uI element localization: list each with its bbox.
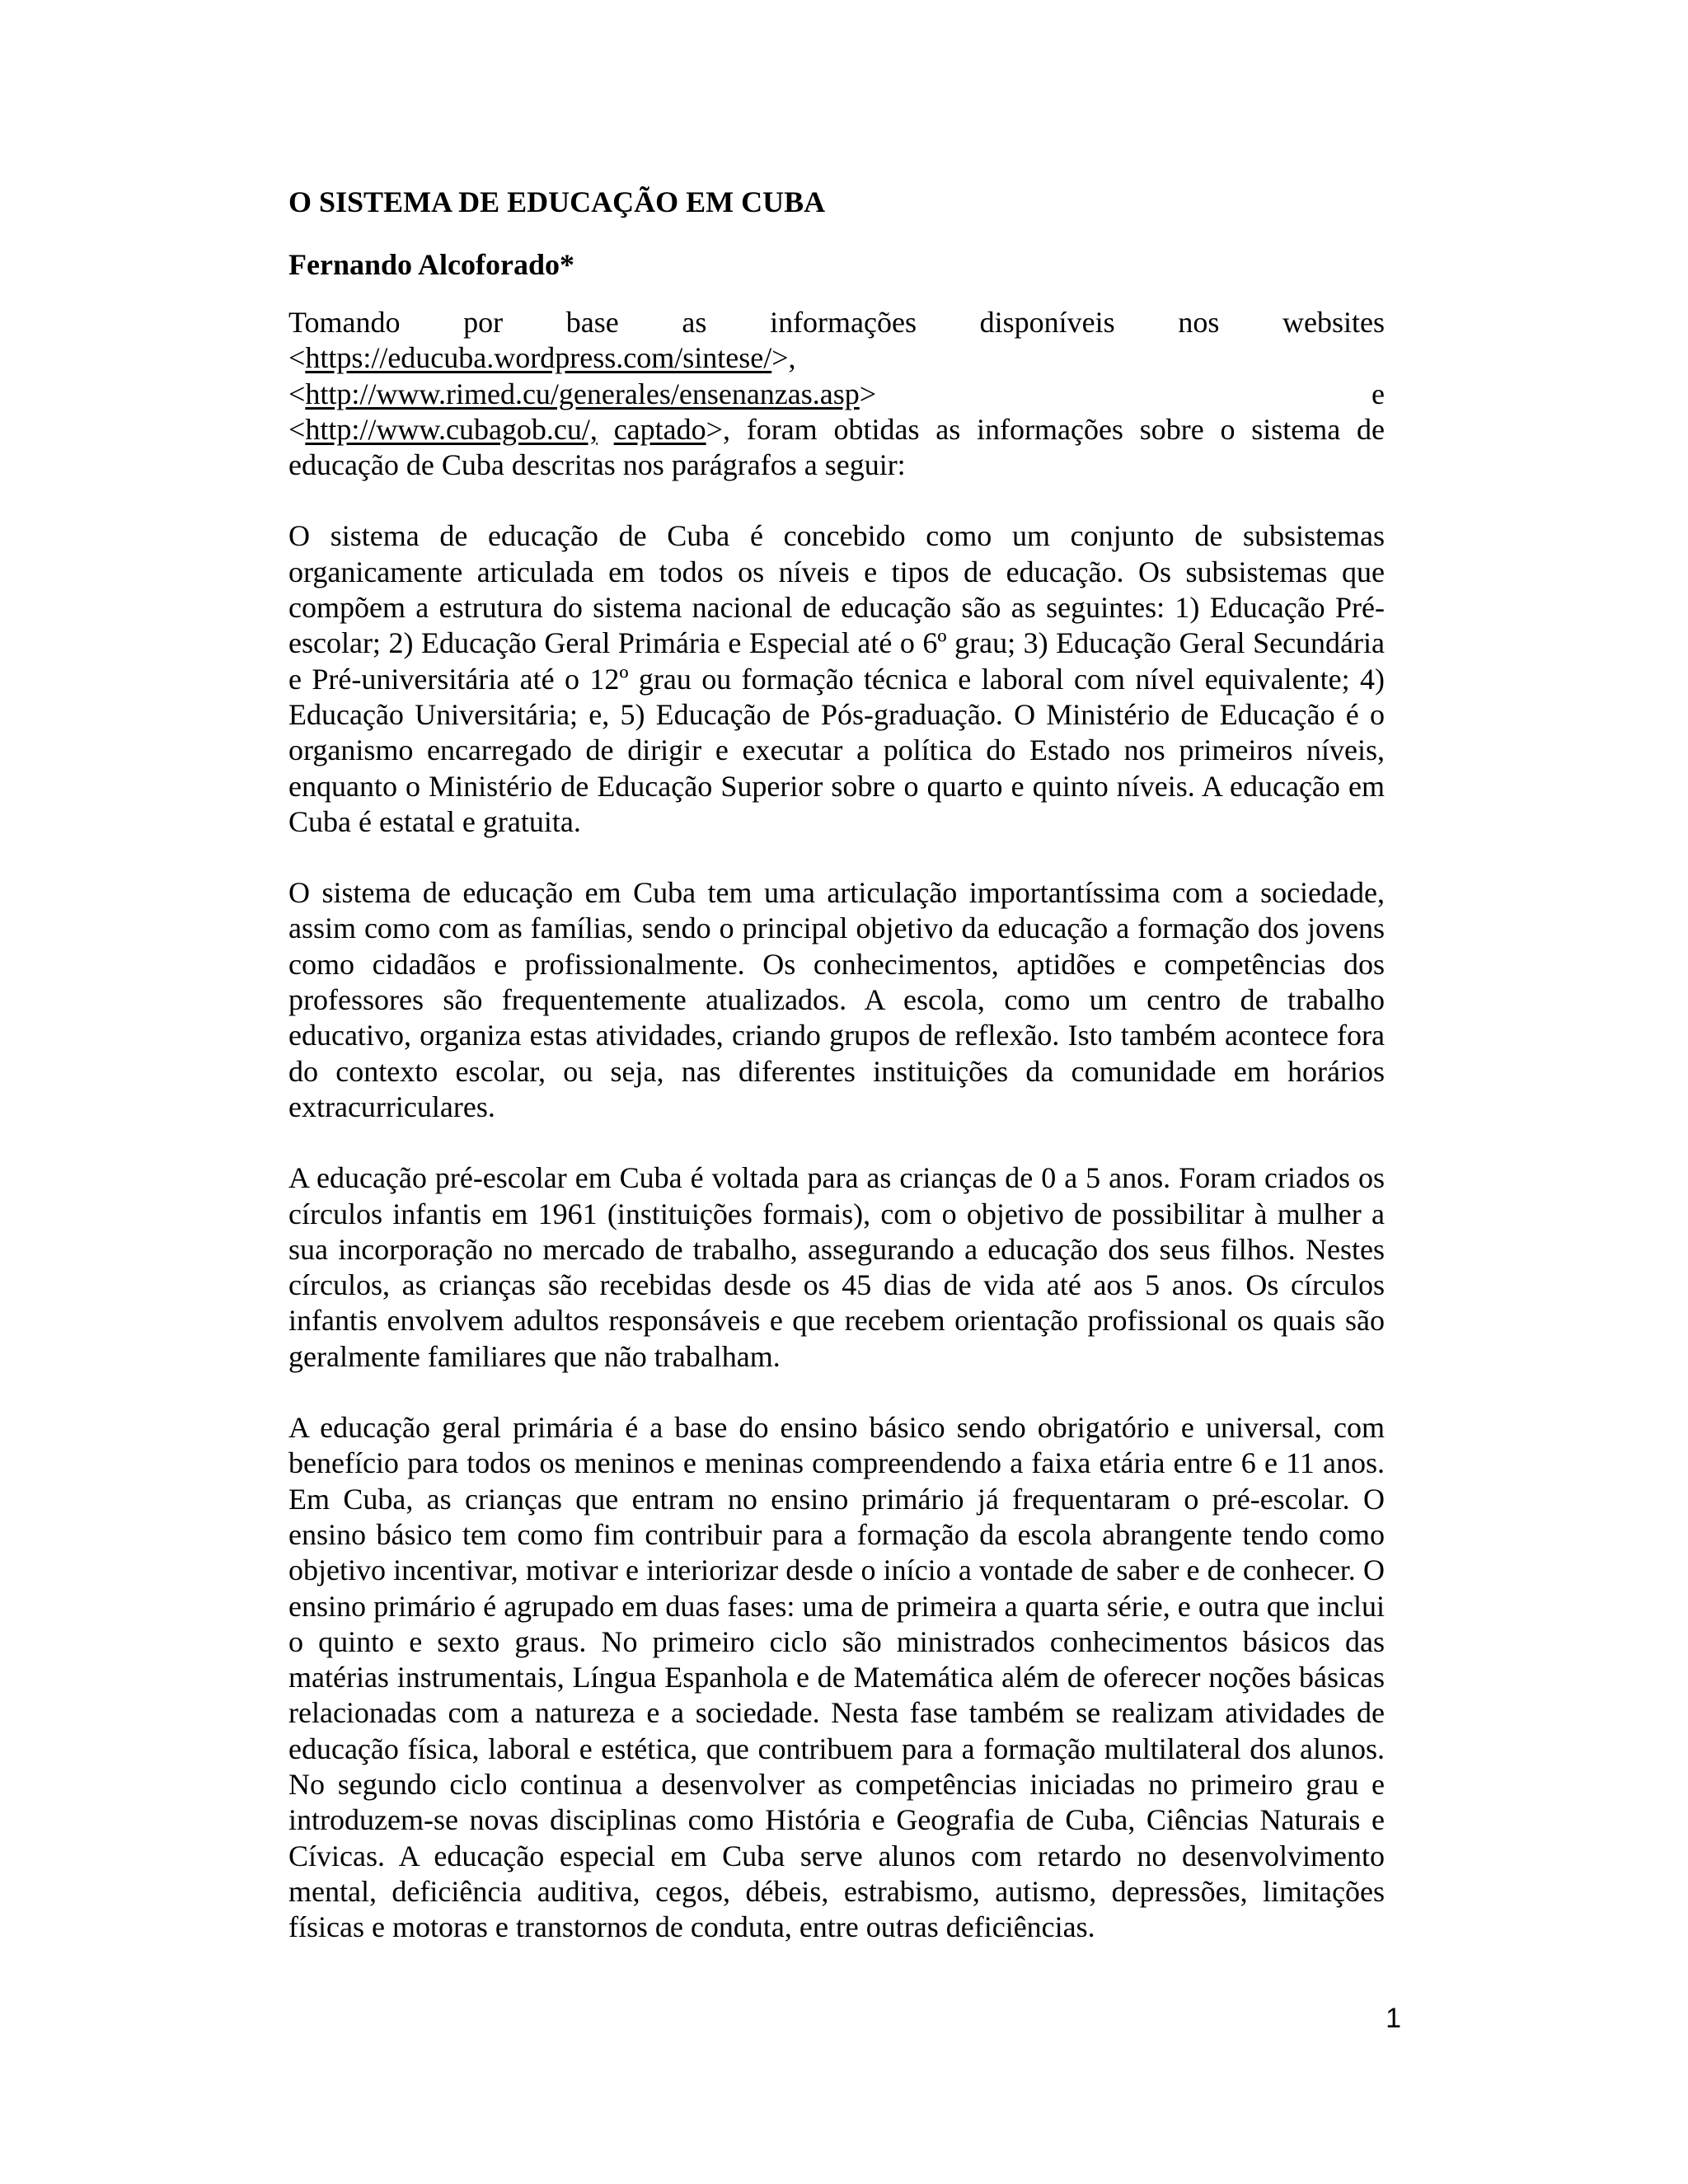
intro-line-4: <http://www.cubagob.cu/, captado>, foram obtidas as informações sobre o sistema de <box>288 412 1385 446</box>
link-captado[interactable]: captado <box>613 412 706 446</box>
paragraph-society: O sistema de educação em Cuba tem uma articulação importantíssima com a sociedade, assim como com as famílias, sendo o principal objetivo da educação a formação dos jovens como cidadãos e profissionalmente. Os conhecimentos, aptidões e competências dos professores são frequentemente atualizados. A escola, como um centro de trabalho educativo, organiza estas atividades, criando grupos de reflexão. Isto também acontece fora do contexto escolar, ou seja, nas diferentes instituições da comunidade em horários extracurriculares. <box>288 876 1385 1123</box>
link-cubagob[interactable]: http://www.cubagob.cu/, <box>305 412 598 446</box>
author-name: Fernando Alcoforado* <box>288 248 574 281</box>
intro-line-2: <https://educuba.wordpress.com/sintese/>, <box>288 341 796 375</box>
intro-line-4-rest: >, foram obtidas as informações sobre o sistema de <box>706 412 1385 446</box>
document-title: O SISTEMA DE EDUCAÇÃO EM CUBA <box>288 185 826 218</box>
intro-line-1: Tomando por base as informações disponíveis nos websites <box>288 306 1385 339</box>
paragraph-primary: A educação geral primária é a base do ensino básico sendo obrigatório e universal, com benefício para todos os meninos e meninas compreendendo a faixa etária entre 6 e 11 anos. Em Cuba, as crianças que entram no ensino primário já frequentaram o pré-escolar. O ensino básico tem como fim contribuir para a formação da escola abrangente tendo como objetivo incentivar, motivar e interiorizar desde o início a vontade de saber e de conhecer. O ensino primário é agrupado em duas fases: uma de primeira a quarta série, e outra que inclui o quinto e sexto graus. No primeiro ciclo são ministrados conhecimentos básicos das matérias instrumentais, Língua Espanhola e de Matemática além de oferecer noções básicas relacionadas com a natureza e a sociedade. Nesta fase também se realizam atividades de educação física, laboral e estética, que contribuem para a formação multilateral dos alunos. No segundo ciclo continua a desenvolver as competências iniciadas no primeiro grau e introduzem-se novas disciplinas como História e Geografia de Cuba, Ciências Naturais e Cívicas. A educação especial em Cuba serve alunos com retardo no desenvolvimento mental, deficiência auditiva, cegos, débeis, estrabismo, autismo, depressões, limitações físicas e motoras e transtornos de conduta, entre outras deficiências. <box>288 1411 1385 1944</box>
intro-line-5: educação de Cuba descritas nos parágrafos a seguir: <box>288 448 906 482</box>
paragraph-subsystems: O sistema de educação de Cuba é concebido como um conjunto de subsistemas organicamente articulada em todos os níveis e tipos de educação. Os subsistemas que compõem a estrutura do sistema nacional de educação são as seguintes: 1) Educação Pré-escolar; 2) Educação Geral Primária e Especial até o 6º grau; 3) Educação Geral Secundária e Pré-universitária até o 12º grau ou formação técnica e laboral com nível equivalente; 4) Educação Universitária; e, 5) Educação de Pós-graduação. O Ministério de Educação é o organismo encarregado de dirigir e executar a política do Estado nos primeiros níveis, enquanto o Ministério de Educação Superior sobre o quarto e quinto níveis. A educação em Cuba é estatal e gratuita. <box>288 519 1385 838</box>
link-rimed[interactable]: http://www.rimed.cu/generales/ensenanzas.asp <box>305 377 860 410</box>
intro-line-3: <http://www.rimed.cu/generales/ensenanzas.asp> e <box>288 377 1385 410</box>
page-number: 1 <box>1386 2003 1401 2034</box>
link-educuba[interactable]: https://educuba.wordpress.com/sintese/ <box>305 341 772 375</box>
intro-paragraph <box>288 305 1385 483</box>
document-body <box>288 180 1385 1980</box>
paragraph-preschool: A educação pré-escolar em Cuba é voltada para as crianças de 0 a 5 anos. Foram criados os círculos infantis em 1961 (instituições formais), com o objetivo de possibilitar à mulher a sua incorporação no mercado de trabalho, assegurando a educação dos seus filhos. Nestes círculos, as crianças são recebidas desde os 45 dias de vida até aos 5 anos. Os círculos infantis envolvem adultos responsáveis e que recebem orientação profissional os quais são geralmente familiares que não trabalham. <box>288 1161 1385 1373</box>
intro-conjunction: e <box>1372 377 1385 410</box>
